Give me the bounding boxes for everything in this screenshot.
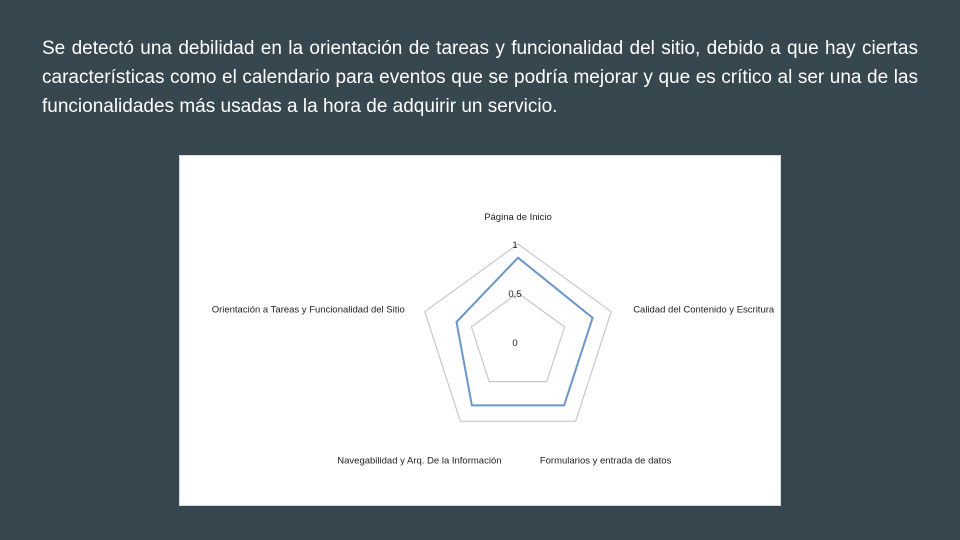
category-label-4: Orientación a Tareas y Funcionalidad del Sitio [211, 304, 405, 316]
radar-chart [179, 155, 781, 506]
radar-series [456, 258, 592, 406]
category-label-1: Calidad del Contenido y Escritura [633, 304, 775, 316]
grid-ring-2 [425, 244, 611, 421]
category-label-3: Navegabilidad y Arq. De la Información [337, 455, 502, 467]
tick-label-0: 0 [512, 338, 518, 349]
radar-chart-svg [180, 156, 780, 505]
tick-label-1: 0,5 [508, 289, 522, 300]
series-line-0 [457, 258, 593, 406]
category-label-2: Formularios y entrada de datos [539, 455, 672, 467]
radar-grid [425, 244, 611, 421]
tick-label-2: 1 [512, 240, 518, 251]
grid-ring-1 [471, 293, 564, 382]
radar-labels [212, 212, 775, 466]
category-label-0: Página de Inicio [484, 212, 552, 223]
description-paragraph: Se detectó una debilidad en la orientación de tareas y funcionalidad del sitio, debido a que hay ciertas características como el calendario para eventos que se podría mejorar y que es crítico al ser una de las funcionalidades más usadas a la hora de adquirir un servicio. [42, 38, 918, 117]
